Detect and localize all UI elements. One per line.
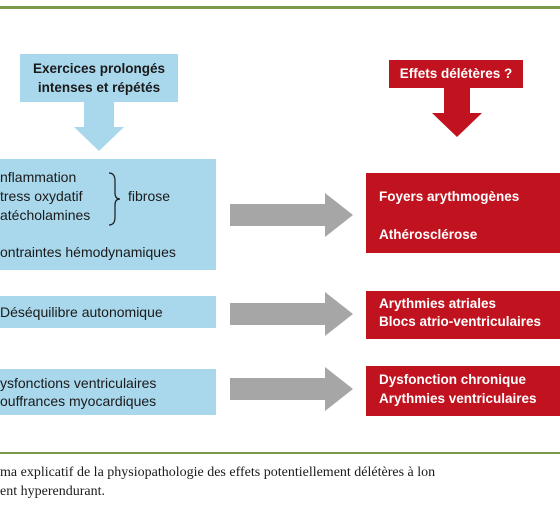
cause-item-catecholamines: atécholamines — [0, 207, 91, 223]
effects-title: Effets délétères ? — [399, 66, 513, 81]
cause-box-2 — [0, 296, 216, 328]
bottom-rule — [0, 452, 560, 454]
brace-label-fibrose: fibrose — [128, 188, 171, 204]
effect-box-2 — [366, 291, 560, 339]
effect-box-3 — [366, 366, 560, 416]
effect-ventricular-arrhythmias: Arythmies ventriculaires — [379, 391, 537, 406]
effects-title-box — [389, 60, 523, 88]
brace-icon — [106, 171, 122, 227]
effect-chronic-dysfunction: Dysfonction chronique — [379, 372, 527, 387]
cause-item-hemodynamic: ontraintes hémodynamiques — [0, 244, 176, 260]
source-line-2: intenses et répétés — [37, 80, 161, 95]
source-line-1: Exercices prolongés — [32, 61, 166, 76]
exercise-source-box — [20, 54, 178, 102]
effect-box-1 — [366, 173, 560, 253]
caption-line-2: ent hyperendurant. — [0, 484, 105, 499]
caption-line-1: ma explicatif de la physiopathologie des effets potentiellement délétères à lon — [0, 465, 436, 480]
cause-item-inflammation: nflammation — [0, 169, 77, 185]
cause-box-1 — [0, 159, 216, 270]
effect-atrial-arrhythmias: Arythmies atriales — [379, 296, 497, 311]
cause-item-oxidative-stress: tress oxydatif — [0, 188, 83, 204]
effect-atherosclerosis: Athérosclérose — [379, 227, 478, 242]
top-rule — [0, 6, 560, 9]
figure-caption — [0, 463, 560, 501]
cause-box-3 — [0, 369, 216, 415]
cause-ventricular-dysfunction: ysfonctions ventriculaires — [0, 375, 157, 391]
effect-av-blocks: Blocs atrio-ventriculaires — [379, 314, 542, 329]
cause-myocardial-suffering: ouffrances myocardiques — [0, 393, 157, 409]
cause-autonomic: Déséquilibre autonomique — [0, 304, 163, 320]
effect-arrhythmogenic-foci: Foyers arythmogènes — [379, 189, 520, 204]
